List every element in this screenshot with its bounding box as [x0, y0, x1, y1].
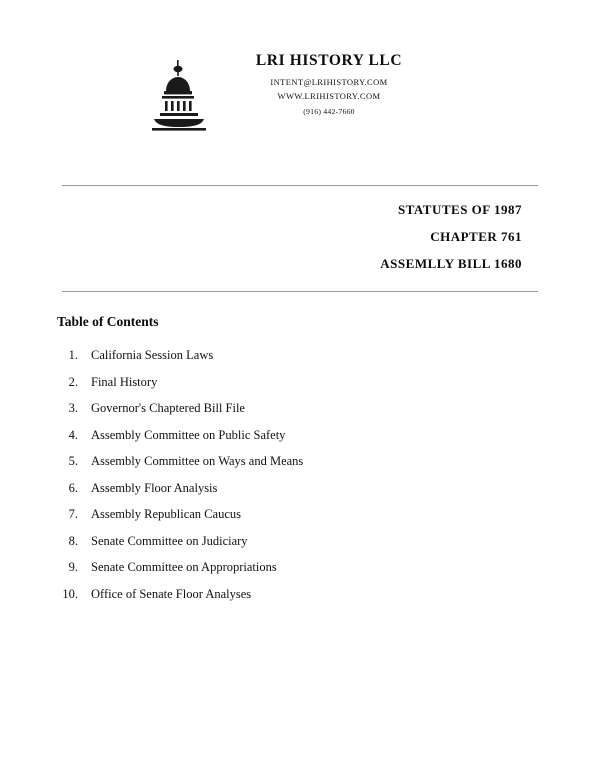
- title-block: [0, 186, 600, 272]
- list-item[interactable]: [0, 454, 600, 469]
- list-item[interactable]: [0, 534, 600, 549]
- company-info: [0, 52, 600, 116]
- list-item[interactable]: [0, 481, 600, 496]
- list-item[interactable]: [0, 560, 600, 575]
- company-name: LRI HISTORY LLC: [255, 52, 403, 69]
- list-item-label: Governor's Chaptered Bill File: [91, 401, 245, 415]
- list-item-label: Office of Senate Floor Analyses: [91, 586, 252, 601]
- company-email: INTENT@LRIHISTORY.COM: [270, 77, 388, 87]
- list-item[interactable]: [0, 587, 600, 602]
- list-item-label: Assembly Committee on Ways and Means: [91, 454, 304, 468]
- list-item[interactable]: [0, 348, 600, 363]
- list-item-label: Assembly Republican Caucus: [91, 507, 241, 521]
- letterhead: [0, 0, 600, 152]
- statutes-year: STATUTES OF 1987: [397, 202, 522, 217]
- table-of-contents-list: [0, 348, 600, 602]
- list-item-label: Senate Committee on Appropriations: [91, 560, 277, 574]
- chapter-number: CHAPTER 761: [430, 229, 522, 244]
- capitol-dome-logo: [148, 58, 210, 132]
- page-title: Table of Contents: [57, 314, 159, 329]
- list-item-label: California Session Laws: [91, 348, 214, 362]
- list-item-label: Assembly Committee on Public Safety: [91, 427, 286, 442]
- list-item-number: 1.: [68, 348, 78, 362]
- divider-bottom: [62, 291, 538, 292]
- list-item[interactable]: [0, 401, 600, 416]
- list-item-number: 3.: [68, 401, 78, 415]
- list-item-number: 7.: [68, 507, 78, 521]
- list-item[interactable]: [0, 375, 600, 390]
- list-item-number: 4.: [68, 427, 78, 442]
- list-item-label: Senate Committee on Judiciary: [91, 533, 248, 548]
- list-item-number: 9.: [68, 560, 78, 574]
- list-item-number: 8.: [68, 533, 78, 548]
- list-item-number: 5.: [68, 454, 78, 468]
- list-item-number: 6.: [68, 480, 78, 495]
- company-website: WWW.LRIHISTORY.COM: [277, 91, 381, 101]
- list-item-label: Final History: [91, 374, 158, 389]
- list-item[interactable]: [0, 428, 600, 443]
- list-item-number: 10.: [62, 586, 78, 601]
- list-item[interactable]: [0, 507, 600, 522]
- bill-number: ASSEMLLY BILL 1680: [380, 256, 522, 271]
- company-phone: (916) 442-7660: [303, 107, 355, 116]
- list-item-label: Assembly Floor Analysis: [91, 480, 218, 495]
- list-item-number: 2.: [68, 374, 78, 389]
